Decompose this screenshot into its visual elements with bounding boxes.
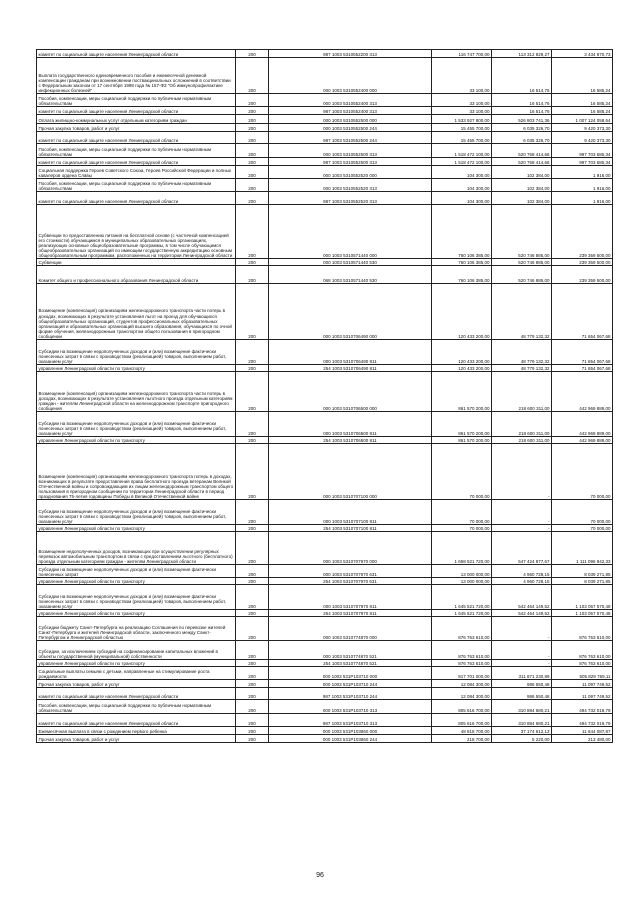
row-executed-cell: 16 514,76 — [492, 94, 552, 107]
table-row — [37, 412, 613, 437]
row-approved-cell: 15 455 700,00 — [432, 132, 492, 144]
row-approved-cell: 1 518 472 100,00 — [432, 158, 492, 166]
row-unexecuted-cell: 70 000,00 — [552, 444, 613, 500]
row-code-cell: 200 — [236, 166, 269, 179]
row-name-cell: комитет по социальной защите населения Ленинградской области — [37, 192, 236, 205]
row-unexecuted-cell: 71 654 067,68 — [552, 284, 613, 340]
table-row — [37, 688, 613, 700]
row-name-cell: Субсидии на возмещение недополученных доходов и (или) возмещение фактически понесенных затрат в связи с производством (реализацией) товаров, выполнением работ, оказанием услуг — [37, 412, 236, 437]
row-approved-cell: 817 701 000,00 — [432, 667, 492, 680]
row-unexecuted-cell: 1 916,00 — [552, 192, 613, 205]
row-approved-cell: 876 763 610,00 — [432, 660, 492, 667]
budget-report-sheet — [36, 49, 612, 743]
row-approved-cell: 120 433 200,00 — [432, 340, 492, 365]
row-unexecuted-cell: 239 359 500,00 — [552, 266, 613, 284]
row-code-cell: 200 — [236, 144, 269, 158]
table-row — [37, 340, 613, 365]
row-code-cell: 200 — [236, 585, 269, 610]
row-code-cell: 200 — [236, 680, 269, 688]
row-classification-cell: 254 1003 5310706490 811 — [269, 365, 432, 372]
row-classification-cell: 000 1003 531P103860 244 — [269, 735, 432, 743]
row-executed-cell: 542 464 149,52 — [492, 610, 552, 617]
row-executed-cell: 16 514,76 — [492, 107, 552, 115]
row-code-cell: 200 — [236, 158, 269, 166]
row-classification-cell: 254 1003 5310707100 811 — [269, 525, 432, 532]
table-row — [37, 179, 613, 192]
row-code-cell: 200 — [236, 107, 269, 115]
row-code-cell: 200 — [236, 688, 269, 700]
row-name-cell: Субвенции — [37, 259, 236, 266]
row-approved-cell: 1 533 927 800,00 — [432, 115, 492, 124]
row-unexecuted-cell: 11 644 087,87 — [552, 727, 613, 735]
row-approved-cell: 760 106 385,00 — [432, 266, 492, 284]
row-classification-cell: 000 1003 5310706490 000 — [269, 284, 432, 340]
row-code-cell: 200 — [236, 205, 269, 259]
row-executed-cell: 547 424 877,67 — [492, 532, 552, 565]
row-approved-cell: 104 300,00 — [432, 179, 492, 192]
row-code-cell: 200 — [236, 578, 269, 585]
row-classification-cell: 000 1003 5310552500 000 — [269, 115, 432, 124]
row-name-cell: управление Ленинградской области по транспорту — [37, 365, 236, 372]
row-executed-cell: - — [492, 617, 552, 641]
row-approved-cell: 805 616 700,00 — [432, 714, 492, 727]
row-approved-cell: 1 645 521 720,00 — [432, 585, 492, 610]
row-unexecuted-cell: 11 097 749,52 — [552, 688, 613, 700]
row-classification-cell: 987 1003 531P103710 244 — [269, 688, 432, 700]
table-row — [37, 714, 613, 727]
row-classification-cell: 254 1003 5310707970 811 — [269, 610, 432, 617]
row-executed-cell: 6 035 326,70 — [492, 124, 552, 132]
row-code-cell: 200 — [236, 437, 269, 444]
table-row — [37, 727, 613, 735]
row-unexecuted-cell: 9 420 373,30 — [552, 124, 613, 132]
row-code-cell: 200 — [236, 192, 269, 205]
row-name-cell: Прочая закупка товаров, работ и услуг — [37, 735, 236, 743]
row-approved-cell: 12 084 300,00 — [432, 680, 492, 688]
row-classification-cell: 000 1003 531P103860 000 — [269, 727, 432, 735]
row-name-cell: Выплата государственного единовременного пособия и ежемесячной денежной компенсации гражданам при возникновении поствакцинальных осложнений в соответствии с Федеральным законом от 17 сентября 1998 года № 157-ФЗ "Об иммунопрофилактике инфекционных болезней" — [37, 58, 236, 94]
table-row — [37, 565, 613, 578]
row-classification-cell: 987 1003 531P103710 313 — [269, 714, 432, 727]
row-code-cell: 200 — [236, 641, 269, 660]
row-unexecuted-cell: 71 654 067,68 — [552, 365, 613, 372]
row-classification-cell: 254 1003 5310774870 521 — [269, 660, 432, 667]
row-approved-cell: 805 616 700,00 — [432, 700, 492, 714]
row-name-cell: Возмещение (компенсация) организациям железнодорожного транспорта части потерь в доходах, возникающих в результате установления льготного проезда отдельным категориям граждан - жителям Ленинградской области на железнодорожном транспорте пригородного сообщения — [37, 372, 236, 412]
row-approved-cell: 218 700,00 — [432, 735, 492, 743]
row-unexecuted-cell: 11 097 749,52 — [552, 680, 613, 688]
row-code-cell: 200 — [236, 124, 269, 132]
table-row — [37, 132, 613, 144]
table-row — [37, 372, 613, 412]
row-classification-cell: 000 1003 5310707100 000 — [269, 444, 432, 500]
row-unexecuted-cell: 70 000,00 — [552, 525, 613, 532]
row-classification-cell: 254 1003 5310707970 631 — [269, 578, 432, 585]
table-body — [37, 50, 613, 743]
row-code-cell: 200 — [236, 266, 269, 284]
row-classification-cell: 000 1003 531P103710 000 — [269, 667, 432, 680]
row-name-cell: Социальная поддержка Героев Советского Союза, Героев Российской Федерации и полных кавалеров ордена Славы — [37, 166, 236, 179]
row-classification-cell: 000 1003 5310707970 631 — [269, 565, 432, 578]
row-code-cell: 200 — [236, 660, 269, 667]
row-code-cell: 200 — [236, 500, 269, 525]
row-executed-cell: 542 464 149,52 — [492, 585, 552, 610]
row-unexecuted-cell: 3 434 870,73 — [552, 50, 613, 58]
row-classification-cell: 068 1003 5310571440 530 — [269, 266, 432, 284]
row-executed-cell: 311 871 230,89 — [492, 667, 552, 680]
row-approved-cell: 876 763 610,00 — [432, 641, 492, 660]
row-name-cell: комитет по социальной защите населения Ленинградской области — [37, 158, 236, 166]
table-row — [37, 107, 613, 115]
row-classification-cell: 000 1003 5310706490 811 — [269, 340, 432, 365]
row-executed-cell: 310 884 680,21 — [492, 700, 552, 714]
row-code-cell: 200 — [236, 132, 269, 144]
row-executed-cell: 16 514,76 — [492, 58, 552, 94]
row-classification-cell: 987 1003 5310552500 313 — [269, 158, 432, 166]
row-unexecuted-cell: 1 916,00 — [552, 179, 613, 192]
row-name-cell: Возмещение недополученных доходов, возникающих при осуществлении регулярных перевозок автомобильным транспортом в связи с предоставлением льготного (бесплатного) проезда отдельным категориям граждан - жителям Ленинградской области — [37, 532, 236, 565]
table-row — [37, 700, 613, 714]
row-code-cell: 200 — [236, 50, 269, 58]
row-classification-cell: 000 1003 5310552500 244 — [269, 124, 432, 132]
row-code-cell: 200 — [236, 444, 269, 500]
row-code-cell: 200 — [236, 735, 269, 743]
row-code-cell: 200 — [236, 372, 269, 412]
row-unexecuted-cell: 1 111 096 842,33 — [552, 532, 613, 565]
row-approved-cell: 876 763 610,00 — [432, 617, 492, 641]
table-row — [37, 115, 613, 124]
row-approved-cell: 48 818 700,00 — [432, 727, 492, 735]
row-approved-cell: 1 658 521 720,00 — [432, 532, 492, 565]
row-unexecuted-cell: 494 732 019,79 — [552, 714, 613, 727]
row-approved-cell: 120 433 200,00 — [432, 365, 492, 372]
row-code-cell: 200 — [236, 610, 269, 617]
row-classification-cell: 000 1003 5310552520 313 — [269, 179, 432, 192]
table-row — [37, 94, 613, 107]
row-unexecuted-cell: 442 969 889,00 — [552, 412, 613, 437]
row-code-cell: 200 — [236, 284, 269, 340]
row-unexecuted-cell: 876 763 610,00 — [552, 660, 613, 667]
row-unexecuted-cell: 494 732 019,79 — [552, 700, 613, 714]
table-row — [37, 667, 613, 680]
row-code-cell: 200 — [236, 727, 269, 735]
table-row — [37, 365, 613, 372]
row-executed-cell: 113 312 829,27 — [492, 50, 552, 58]
row-name-cell: комитет по социальной защите населения Ленинградской области — [37, 688, 236, 700]
row-name-cell: Субсидии на возмещение недополученных доходов и (или) возмещение фактически понесенных затрат — [37, 565, 236, 578]
row-name-cell: комитет по социальной защите населения Ленинградской области — [37, 714, 236, 727]
row-executed-cell: 5 220,00 — [492, 735, 552, 743]
row-classification-cell: 000 1003 5310706500 811 — [269, 412, 432, 437]
row-approved-cell: 104 300,00 — [432, 192, 492, 205]
row-approved-cell: 861 570 200,00 — [432, 437, 492, 444]
row-executed-cell: 102 384,00 — [492, 179, 552, 192]
row-code-cell: 200 — [236, 58, 269, 94]
row-classification-cell: 000 1003 5310552520 000 — [269, 166, 432, 179]
row-name-cell: Ежемесячная выплата в связи с рождением первого ребенка — [37, 727, 236, 735]
row-classification-cell: 000 1003 531P103710 244 — [269, 680, 432, 688]
row-code-cell: 200 — [236, 179, 269, 192]
row-unexecuted-cell: 876 763 610,00 — [552, 617, 613, 641]
table-row — [37, 610, 613, 617]
table-row — [37, 266, 613, 284]
table-row — [37, 617, 613, 641]
row-unexecuted-cell: 1 916,00 — [552, 166, 613, 179]
table-row — [37, 144, 613, 158]
row-name-cell: комитет по социальной защите населения Ленинградской области — [37, 107, 236, 115]
row-unexecuted-cell: 1 007 124 058,64 — [552, 115, 613, 124]
table-row — [37, 660, 613, 667]
row-code-cell: 200 — [236, 340, 269, 365]
row-unexecuted-cell: 9 420 373,30 — [552, 132, 613, 144]
row-classification-cell: 987 1003 5310552400 313 — [269, 107, 432, 115]
row-name-cell: Оплата жилищно-коммунальных услуг отдельным категориям граждан — [37, 115, 236, 124]
table-row — [37, 158, 613, 166]
row-name-cell: Социальные выплаты семьям с детьми, направленные на стимулирование роста рождаемости — [37, 667, 236, 680]
table-row — [37, 166, 613, 179]
row-classification-cell: 000 1003 531P103710 313 — [269, 700, 432, 714]
budget-execution-table — [36, 49, 613, 743]
row-name-cell: управление Ленинградской области по транспорту — [37, 660, 236, 667]
row-approved-cell: 70 000,00 — [432, 525, 492, 532]
row-unexecuted-cell: 1 103 057 570,48 — [552, 585, 613, 610]
row-unexecuted-cell: 239 359 500,00 — [552, 259, 613, 266]
row-approved-cell: 760 106 385,00 — [432, 205, 492, 259]
row-unexecuted-cell: 8 039 271,85 — [552, 578, 613, 585]
row-code-cell: 200 — [236, 700, 269, 714]
row-code-cell: 200 — [236, 714, 269, 727]
row-approved-cell: 1 518 472 100,00 — [432, 144, 492, 158]
table-row — [37, 444, 613, 500]
row-code-cell: 200 — [236, 565, 269, 578]
row-name-cell: комитет по социальной защите населения Ленинградской области — [37, 50, 236, 58]
row-name-cell: Возмещение (компенсация) организациям железнодорожного транспорта части потерь в доходах, возникающих в результате установления льгот на проезд для обучающихся общеобразовательных организаций, студентов профессиональных образовательных организаций и образовательных организаций высшего образования, обучающихся по очной форме обучения, железнодорожным транспортом общего пользования в пригородном сообщении — [37, 284, 236, 340]
row-code-cell: 200 — [236, 259, 269, 266]
row-name-cell: Прочая закупка товаров, работ и услуг — [37, 680, 236, 688]
row-code-cell: 200 — [236, 115, 269, 124]
row-unexecuted-cell: 8 039 271,85 — [552, 565, 613, 578]
row-approved-cell: 13 000 000,00 — [432, 578, 492, 585]
row-classification-cell: 000 1003 5310552400 000 — [269, 58, 432, 94]
row-approved-cell: 70 000,00 — [432, 444, 492, 500]
table-row — [37, 192, 613, 205]
row-name-cell: Прочая закупка товаров, работ и услуг — [37, 124, 236, 132]
row-unexecuted-cell: 876 763 610,00 — [552, 641, 613, 660]
row-code-cell: 200 — [236, 532, 269, 565]
row-executed-cell: 6 035 326,70 — [492, 132, 552, 144]
row-classification-cell: 000 1003 5310707970 811 — [269, 585, 432, 610]
row-approved-cell: 760 106 385,00 — [432, 259, 492, 266]
row-executed-cell: 37 174 612,13 — [492, 727, 552, 735]
row-executed-cell: 102 384,00 — [492, 166, 552, 179]
row-name-cell: управление Ленинградской области по транспорту — [37, 578, 236, 585]
row-executed-cell: - — [492, 525, 552, 532]
row-approved-cell: 861 570 200,00 — [432, 412, 492, 437]
row-classification-cell: 000 1003 5310706500 000 — [269, 372, 432, 412]
row-executed-cell: 520 768 414,66 — [492, 158, 552, 166]
row-approved-cell: 861 570 200,00 — [432, 372, 492, 412]
row-unexecuted-cell: 70 000,00 — [552, 500, 613, 525]
table-row — [37, 680, 613, 688]
row-executed-cell: 218 600 311,00 — [492, 412, 552, 437]
row-executed-cell: 526 803 741,36 — [492, 115, 552, 124]
row-name-cell: Субсидии на возмещение недополученных доходов и (или) возмещение фактически понесенных затрат в связи с производством (реализацией) товаров, выполнением работ, оказанием услуг — [37, 500, 236, 525]
row-executed-cell: 986 550,48 — [492, 688, 552, 700]
row-code-cell: 200 — [236, 667, 269, 680]
row-unexecuted-cell: 442 969 889,00 — [552, 372, 613, 412]
row-unexecuted-cell: 997 703 685,34 — [552, 158, 613, 166]
table-row — [37, 50, 613, 58]
row-name-cell: Субсидии на возмещение недополученных доходов и (или) возмещение фактически понесенных затрат в связи с производством (реализацией) товаров, выполнением работ, оказанием услуг — [37, 585, 236, 610]
row-executed-cell: 520 768 414,66 — [492, 144, 552, 158]
row-name-cell: Возмещение (компенсация) организациям железнодорожного транспорта потерь в доходах, возникающих в результате предоставления права бесплатного проезда ветеранам Великой Отечественной войны и сопровождающим их лицам железнодорожным транспортом общего пользования в пригородном сообщении по территории Ленинградской области в период празднования 75-летия годовщины Победы в Великой Отечественной войне — [37, 444, 236, 500]
row-approved-cell: 116 747 700,00 — [432, 50, 492, 58]
row-classification-cell: 000 1003 5310552400 313 — [269, 94, 432, 107]
row-unexecuted-cell: 16 585,24 — [552, 94, 613, 107]
row-name-cell: Комитет общего и профессионального образования Ленинградской области — [37, 266, 236, 284]
table-row — [37, 437, 613, 444]
row-unexecuted-cell: 239 359 500,00 — [552, 205, 613, 259]
row-classification-cell: 987 1003 5310552500 244 — [269, 132, 432, 144]
row-unexecuted-cell: 16 585,24 — [552, 58, 613, 94]
row-approved-cell: 12 084 300,00 — [432, 688, 492, 700]
row-classification-cell: 000 1003 5310571440 530 — [269, 259, 432, 266]
row-code-cell: 200 — [236, 412, 269, 437]
row-executed-cell: - — [492, 444, 552, 500]
row-executed-cell: - — [492, 660, 552, 667]
row-executed-cell: 520 746 885,00 — [492, 266, 552, 284]
table-row — [37, 500, 613, 525]
row-unexecuted-cell: 71 654 067,68 — [552, 340, 613, 365]
row-classification-cell: 000 1003 5310774870 000 — [269, 617, 432, 641]
row-executed-cell: 986 550,48 — [492, 680, 552, 688]
row-executed-cell: 218 600 311,00 — [492, 372, 552, 412]
table-row — [37, 578, 613, 585]
row-classification-cell: 000 1003 5310774870 521 — [269, 641, 432, 660]
row-code-cell: 200 — [236, 525, 269, 532]
row-classification-cell: 254 1003 5310706500 811 — [269, 437, 432, 444]
row-unexecuted-cell: 997 703 685,34 — [552, 144, 613, 158]
row-approved-cell: 1 645 521 720,00 — [432, 610, 492, 617]
table-row — [37, 532, 613, 565]
row-classification-cell: 000 1003 5310707100 811 — [269, 500, 432, 525]
row-approved-cell: 33 100,00 — [432, 94, 492, 107]
row-code-cell: 200 — [236, 617, 269, 641]
row-classification-cell: 000 1003 5310707970 000 — [269, 532, 432, 565]
row-classification-cell: 000 1003 5310571440 000 — [269, 205, 432, 259]
row-name-cell: Пособия, компенсации, меры социальной поддержки по публичным нормативным обязательствам — [37, 700, 236, 714]
row-unexecuted-cell: 442 969 889,00 — [552, 437, 613, 444]
row-name-cell: Пособия, компенсации, меры социальной поддержки по публичным нормативным обязательствам — [37, 94, 236, 107]
row-approved-cell: 33 100,00 — [432, 107, 492, 115]
table-row — [37, 641, 613, 660]
row-name-cell: управление Ленинградской области по транспорту — [37, 525, 236, 532]
row-executed-cell: 218 600 311,00 — [492, 437, 552, 444]
table-row — [37, 284, 613, 340]
row-name-cell: Субсидии бюджету Санкт-Петербурга на реализацию Соглашения по перевозке жителей Санкт-Петербурга и жителей Ленинградской области, заключенного между Санкт-Петербургом и Ленинградской областью — [37, 617, 236, 641]
page-number: 96 — [316, 872, 324, 879]
row-executed-cell: 48 779 132,32 — [492, 365, 552, 372]
row-classification-cell: 987 1003 5310552520 313 — [269, 192, 432, 205]
row-approved-cell: 70 000,00 — [432, 500, 492, 525]
row-unexecuted-cell: 213 480,00 — [552, 735, 613, 743]
row-code-cell: 200 — [236, 94, 269, 107]
table-row — [37, 124, 613, 132]
row-name-cell: комитет по социальной защите населения Ленинградской области — [37, 132, 236, 144]
row-executed-cell: - — [492, 500, 552, 525]
row-executed-cell: 4 960 728,15 — [492, 565, 552, 578]
row-executed-cell: 520 746 885,00 — [492, 205, 552, 259]
table-row — [37, 259, 613, 266]
table-row — [37, 525, 613, 532]
row-name-cell: Пособия, компенсации, меры социальной поддержки по публичным нормативным обязательствам — [37, 179, 236, 192]
row-approved-cell: 120 433 200,00 — [432, 284, 492, 340]
row-unexecuted-cell: 1 103 057 570,48 — [552, 610, 613, 617]
row-classification-cell: 987 1003 5310552200 313 — [269, 50, 432, 58]
row-approved-cell: 33 100,00 — [432, 58, 492, 94]
row-name-cell: Пособия, компенсации, меры социальной поддержки по публичным нормативным обязательствам — [37, 144, 236, 158]
row-name-cell: управление Ленинградской области по транспорту — [37, 610, 236, 617]
row-executed-cell: 4 960 728,15 — [492, 578, 552, 585]
row-unexecuted-cell: 505 829 769,11 — [552, 667, 613, 680]
table-row — [37, 205, 613, 259]
row-name-cell: управление Ленинградской области по транспорту — [37, 437, 236, 444]
row-executed-cell: 102 384,00 — [492, 192, 552, 205]
row-executed-cell: - — [492, 641, 552, 660]
row-classification-cell: 000 1003 5310552500 313 — [269, 144, 432, 158]
row-approved-cell: 13 000 000,00 — [432, 565, 492, 578]
table-row — [37, 58, 613, 94]
row-executed-cell: 520 746 885,00 — [492, 259, 552, 266]
row-approved-cell: 15 455 700,00 — [432, 124, 492, 132]
table-row — [37, 585, 613, 610]
row-executed-cell: 48 779 132,32 — [492, 284, 552, 340]
row-code-cell: 200 — [236, 365, 269, 372]
row-name-cell: Субсидии, за исключением субсидий на софинансирование капитальных вложений в объекты государственной (муниципальной) собственности — [37, 641, 236, 660]
table-row — [37, 735, 613, 743]
row-executed-cell: 310 884 680,21 — [492, 714, 552, 727]
row-unexecuted-cell: 16 585,24 — [552, 107, 613, 115]
row-approved-cell: 104 300,00 — [432, 166, 492, 179]
row-executed-cell: 48 779 132,32 — [492, 340, 552, 365]
row-name-cell: Субвенции по предоставлению питания на бесплатной основе (с частичной компенсацией его стоимости) обучающимся в муниципальных образовательных организациях, реализующих основные общеобразовательные программы, в том числе обучающимся общеобразовательных организаций по имеющим государственную аккредитацию основным общеобразовательным программам, расположенных на территории Ленинградской области — [37, 205, 236, 259]
row-name-cell: Субсидии на возмещение недополученных доходов и (или) возмещение фактически понесенных затрат в связи с производством (реализацией) товаров, выполнением работ, оказанием услуг — [37, 340, 236, 365]
